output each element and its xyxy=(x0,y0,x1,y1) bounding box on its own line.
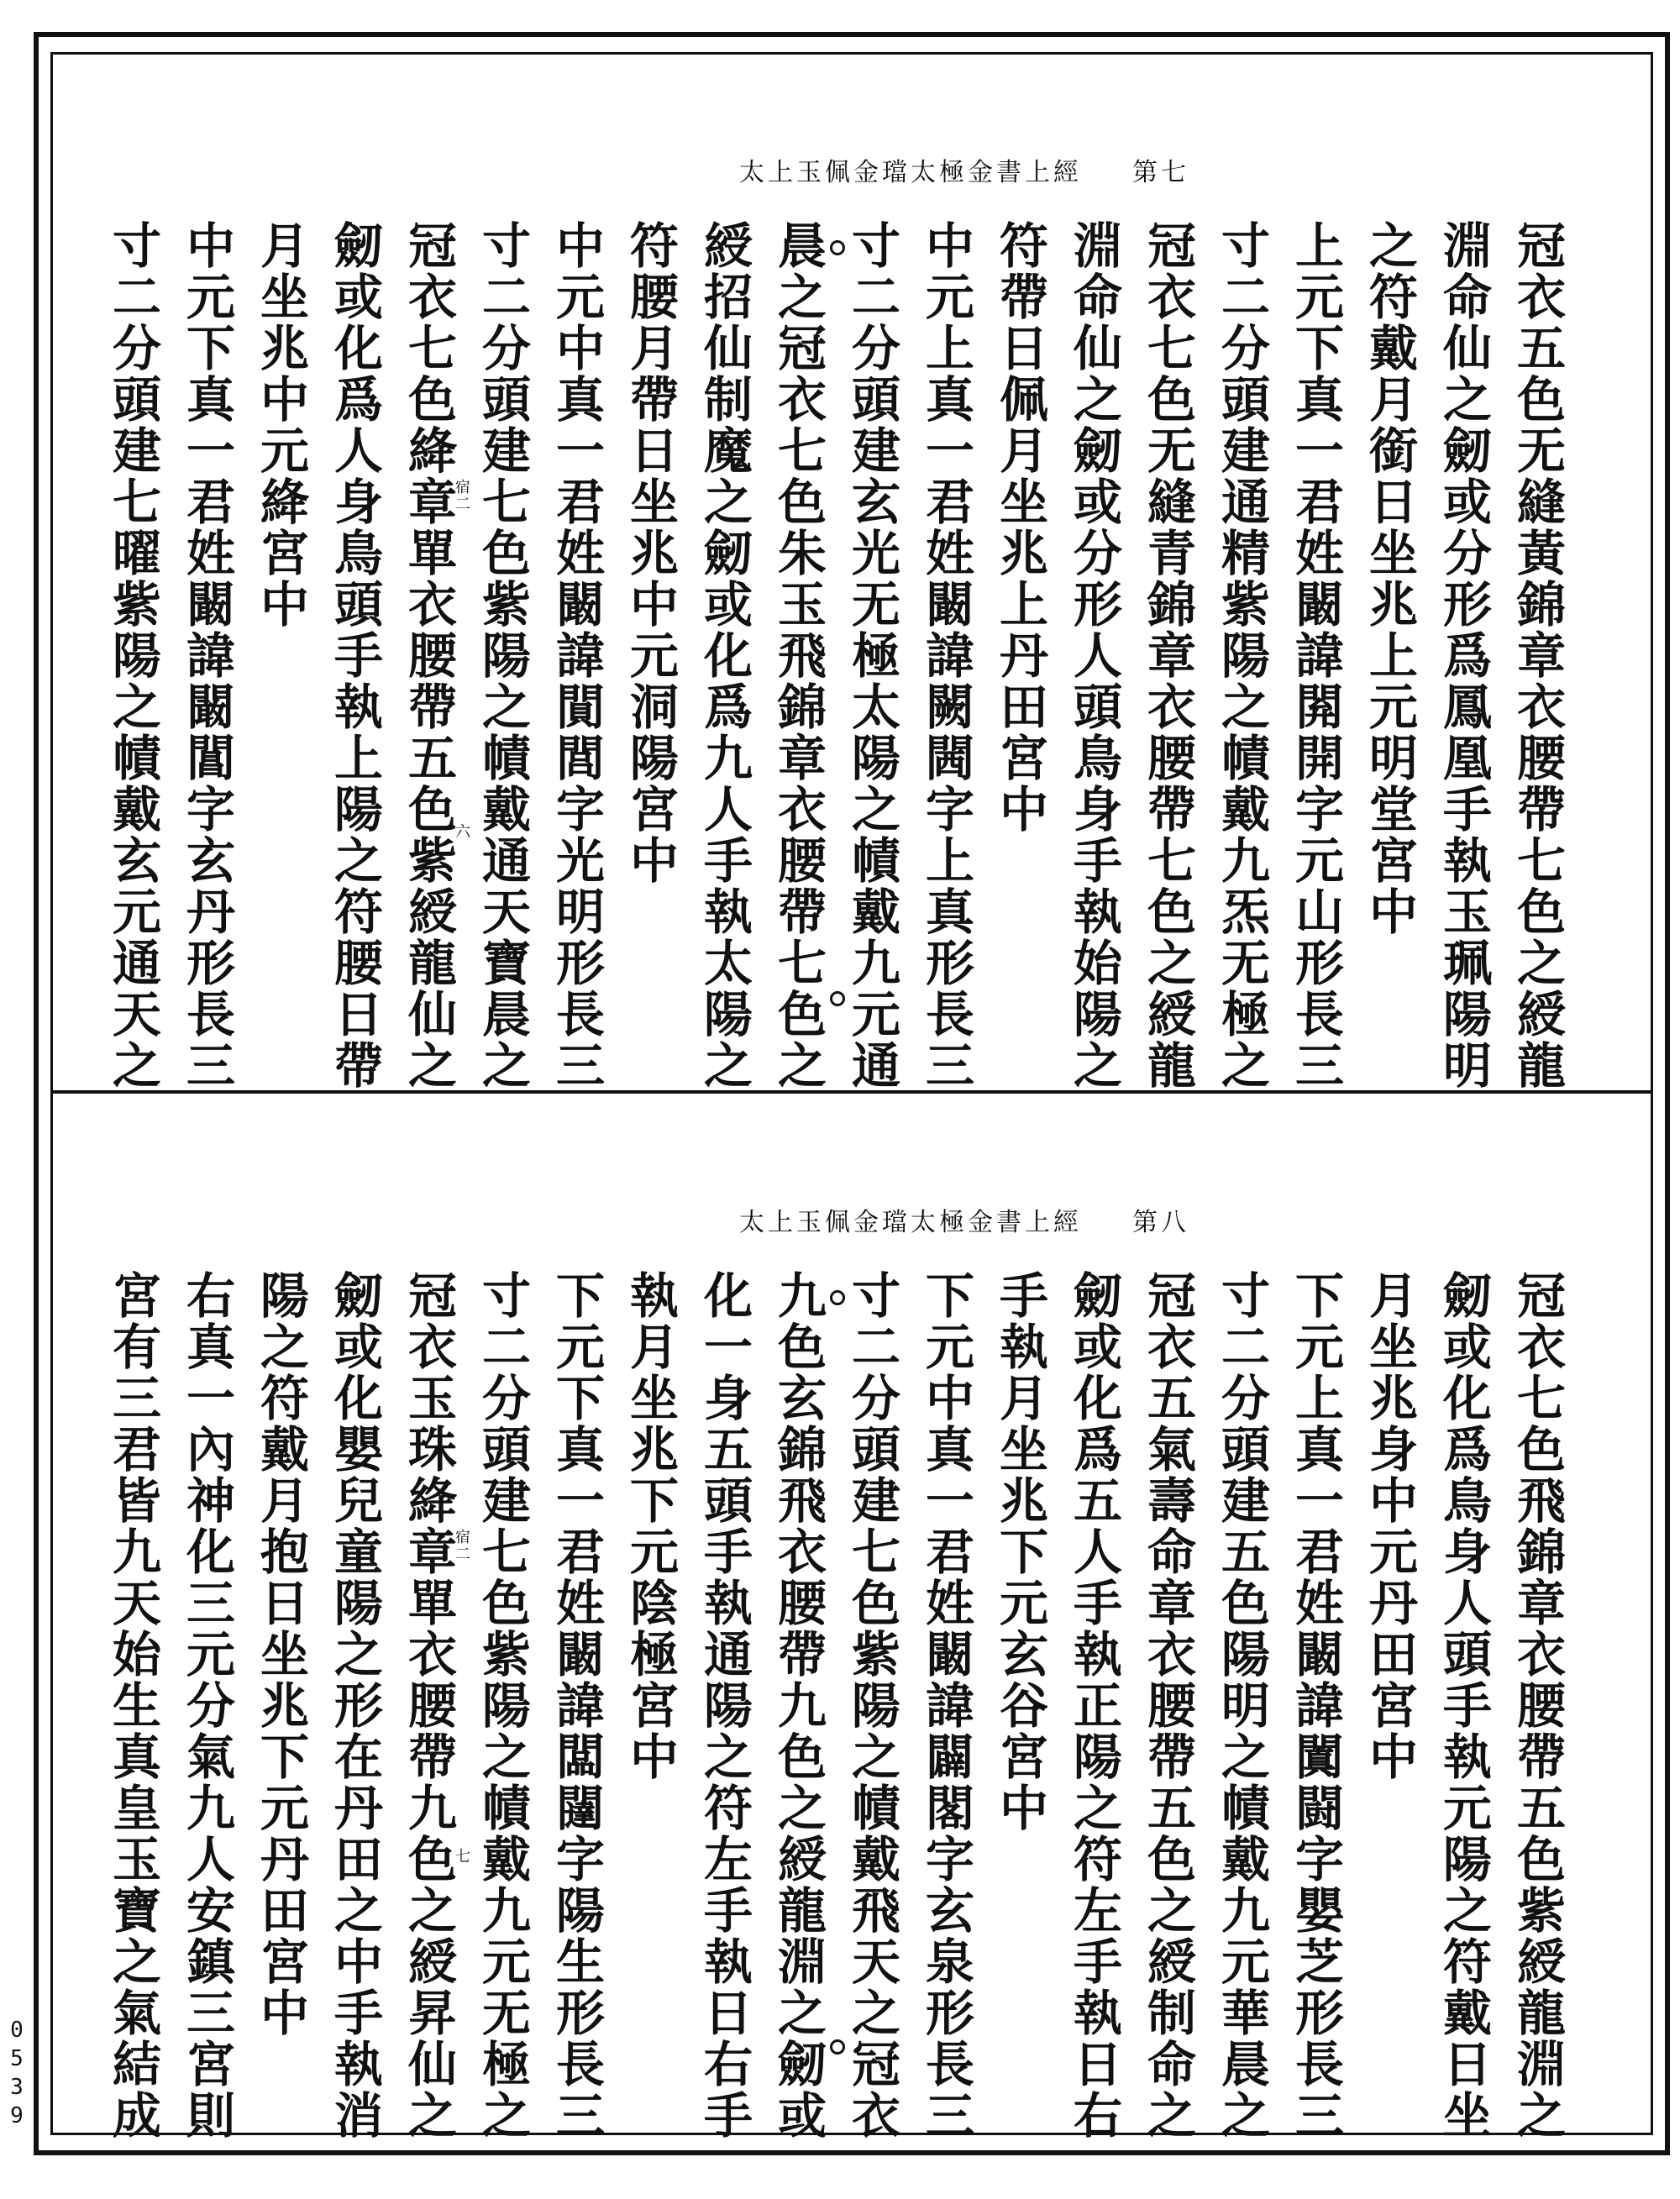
bottom-column: 九色玄錦飛衣腰帶九色之綬龍淵之劒或 xyxy=(769,1270,827,2141)
top-column: 中元下真一君姓闞諱闞閶字玄丹形長三 xyxy=(178,220,235,1091)
bottom-column: 下元中真一君姓闞諱闢閣字玄泉形長三 xyxy=(917,1270,974,2141)
bottom-column: 月坐兆身中元丹田宮中 xyxy=(1361,1270,1418,1782)
top-column: 冠衣五色无縫黃錦章衣腰帶七色之綬龍 xyxy=(1509,220,1566,1091)
top-column: 冠衣七色无縫青錦章衣腰帶七色之綬龍 xyxy=(1139,220,1196,1091)
bottom-column: 下元下真一君姓闞諱闆闥字陽生形長三 xyxy=(548,1270,605,2141)
bottom-column: 宮有三君皆九天始生真皇玉寶之氣結成 xyxy=(104,1270,161,2141)
bottom-column: 冠衣七色飛錦章衣腰帶五色紫綬龍淵之 xyxy=(1509,1270,1566,2141)
top-leaf-note: 宿二 xyxy=(453,479,470,512)
top-header-number: 第七 xyxy=(1132,158,1189,187)
top-header-title: 太上玉佩金璫太極金書上經 xyxy=(739,158,1082,187)
bottom-column: 冠衣五氣壽命章衣腰帶五色之綬制命之 xyxy=(1139,1270,1196,2141)
top-column: 晨之冠衣七色朱玉飛錦章衣腰帶七色之 xyxy=(769,220,827,1091)
punctuation-circle xyxy=(830,1290,845,1305)
bottom-header-title: 太上玉佩金璫太極金書上經 xyxy=(739,1208,1082,1237)
bottom-column: 右真一內神化三元分氣九人安鎮三宮則 xyxy=(178,1270,235,2141)
top-column: 寸二分頭建玄光无極太陽之幘戴九元通 xyxy=(843,220,900,1091)
top-leaf-number: 六 xyxy=(453,823,470,840)
bottom-column: 寸二分頭建七色紫陽之幘戴九元无極之 xyxy=(474,1270,531,2141)
page-number: 0539 xyxy=(10,2018,24,2128)
top-page-header xyxy=(739,151,1189,188)
bottom-column: 陽之符戴月抱日坐兆下元丹田宮中 xyxy=(252,1270,309,2039)
bottom-column: 執月坐兆下元陰極宮中 xyxy=(622,1270,679,1782)
top-column: 符帶日佩月坐兆上丹田宮中 xyxy=(991,220,1048,835)
top-column: 中元中真一君姓闞諱閴閭字光明形長三 xyxy=(548,220,605,1091)
bottom-column: 劒或化爲五人手執正陽之符左手執日右 xyxy=(1065,1270,1122,2141)
top-column: 中元上真一君姓闞諱闕閪字上真形長三 xyxy=(917,220,974,1091)
bottom-column: 寸二分頭建五色陽明之幘戴九元華晨之 xyxy=(1213,1270,1270,2141)
top-column: 月坐兆中元絳宮中 xyxy=(252,220,309,630)
top-column: 寸二分頭建七色紫陽之幘戴通天寶晨之 xyxy=(474,220,531,1091)
bottom-leaf-number: 七 xyxy=(453,1848,470,1865)
bottom-column: 冠衣玉珠絳章單衣腰帶九色之綬昇仙之 xyxy=(400,1270,457,2141)
top-column: 綬招仙制魔之劒或化爲九人手執太陽之 xyxy=(696,220,753,1091)
bottom-leaf-note: 宿二 xyxy=(453,1529,470,1562)
bottom-column: 化一身五頭手執通陽之符左手執日右手 xyxy=(696,1270,753,2141)
top-column: 寸二分頭建七曜紫陽之幘戴玄元通天之 xyxy=(104,220,161,1091)
bottom-column: 劒或化嬰兒童陽之形在丹田之中手執消 xyxy=(326,1270,383,2141)
bottom-header-number: 第八 xyxy=(1132,1208,1189,1237)
top-column: 淵命仙之劒或分形人頭鳥身手執始陽之 xyxy=(1065,220,1122,1091)
top-column: 寸二分頭建通精紫陽之幘戴九炁无極之 xyxy=(1213,220,1270,1091)
top-column: 之符戴月銜日坐兆上元明堂宮中 xyxy=(1361,220,1418,937)
top-column: 淵命仙之劒或分形爲鳳凰手執玉珮陽明 xyxy=(1435,220,1492,1091)
punctuation-circle xyxy=(830,991,845,1006)
bottom-column: 手執月坐兆下元玄谷宮中 xyxy=(991,1270,1048,1834)
top-column: 冠衣七色絳章單衣腰帶五色紫綬龍仙之 xyxy=(400,220,457,1091)
bottom-column: 寸二分頭建七色紫陽之幘戴飛天之冠衣 xyxy=(843,1270,900,2141)
punctuation-circle xyxy=(830,2039,845,2055)
bottom-column: 下元上真一君姓闞諱闐闘字嬰芝形長三 xyxy=(1287,1270,1344,2141)
top-column: 上元下真一君姓闞諱閞開字元山形長三 xyxy=(1287,220,1344,1091)
top-column: 符腰月帶日坐兆中元洞陽宮中 xyxy=(622,220,679,886)
bottom-column: 劒或化爲鳥身人頭手執元陽之符戴日坐 xyxy=(1435,1270,1492,2141)
bottom-page-header xyxy=(739,1201,1189,1238)
top-column: 劒或化爲人身鳥頭手執上陽之符腰日帶 xyxy=(326,220,383,1091)
punctuation-circle xyxy=(830,240,845,255)
